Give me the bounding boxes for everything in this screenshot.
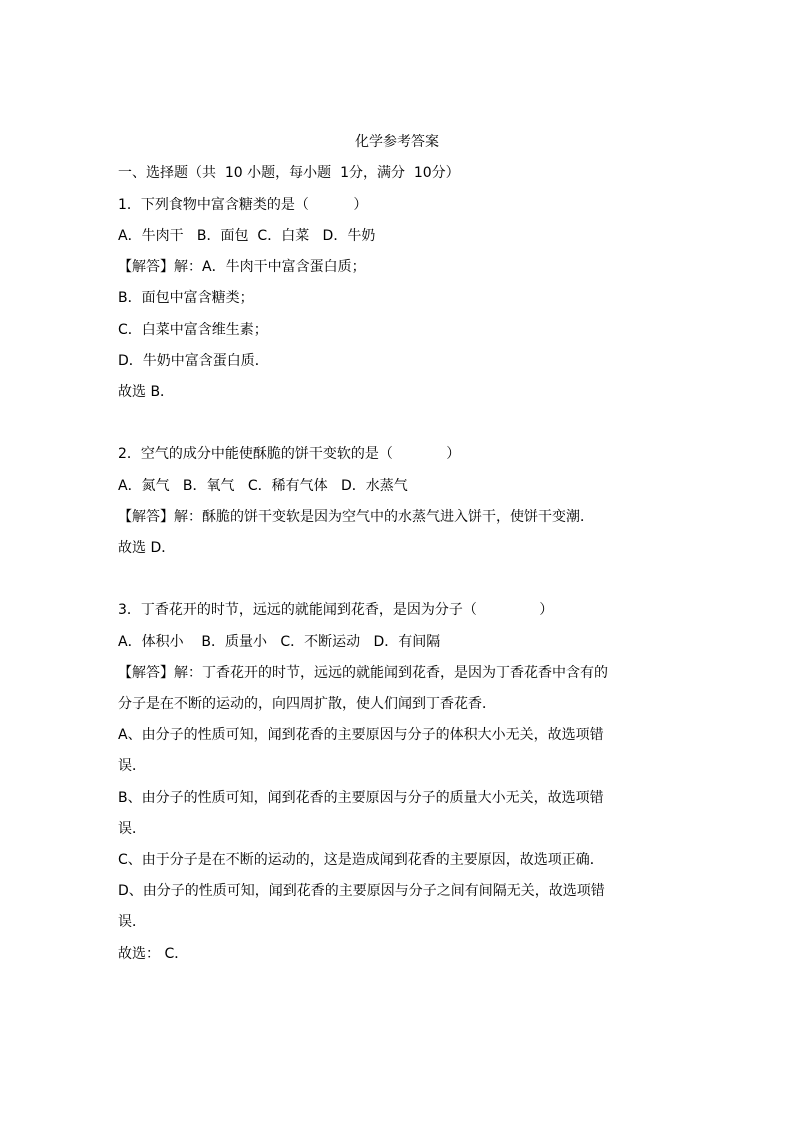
question-1-answer-line: B．面包中富含糖类； <box>118 290 254 306</box>
question-3-answer-line: 误． <box>118 758 146 774</box>
question-2-conclusion: 故选 D． <box>118 540 176 556</box>
question-3-conclusion: 故选： C． <box>118 946 189 962</box>
section-heading: 一、选择题（共 10 小题，每小题 1分，满分 10分） <box>118 165 460 181</box>
question-3-answer-line: B、由分子的性质可知，闻到花香的主要原因与分子的质量大小无关，故选项错 <box>118 790 604 806</box>
question-2-stem: 2．空气的成分中能使酥脆的饼干变软的是（ ） <box>118 446 461 462</box>
question-3-options: A．体积小 B．质量小 C．不断运动 D．有间隔 <box>118 634 441 650</box>
question-1-conclusion: 故选 B． <box>118 384 175 400</box>
question-2-options: A．氮气 B．氧气 C．稀有气体 D．水蒸气 <box>118 478 408 494</box>
question-2-answer-line: 【解答】解：酥脆的饼干变软是因为空气中的水蒸气进入饼干，使饼干变潮． <box>118 509 594 525</box>
question-1-stem: 1．下列食物中富含糖类的是（ ） <box>118 197 368 213</box>
question-3-answer-line: 误． <box>118 821 146 837</box>
question-3-answer-line: 【解答】解：丁香花开的时节，远远的就能闻到花香，是因为丁香花香中含有的 <box>118 665 608 681</box>
question-3-answer-line: A、由分子的性质可知，闻到花香的主要原因与分子的体积大小无关，故选项错 <box>118 727 604 743</box>
question-3-stem: 3．丁香花开的时节，远远的就能闻到花香，是因为分子（ ） <box>118 602 554 618</box>
question-1-options: A．牛肉干 B．面包 C．白菜 D．牛奶 <box>118 228 376 244</box>
question-1-answer-line: D．牛奶中富含蛋白质． <box>118 353 269 369</box>
page-title: 化学参考答案 <box>355 134 439 150</box>
question-3-answer-line: C、由于分子是在不断的运动的，这是造成闻到花香的主要原因，故选项正确． <box>118 852 604 868</box>
question-3-answer-line: 分子是在不断的运动的，向四周扩散，使人们闻到丁香花香． <box>118 696 496 712</box>
question-1-answer-line: C．白菜中富含维生素； <box>118 322 268 338</box>
question-3-answer-line: 误． <box>118 914 146 930</box>
question-3-answer-line: D、由分子的性质可知，闻到花香的主要原因与分子之间有间隔无关，故选项错 <box>118 883 605 899</box>
question-1-answer-line: 【解答】解：A．牛肉干中富含蛋白质； <box>118 259 366 275</box>
